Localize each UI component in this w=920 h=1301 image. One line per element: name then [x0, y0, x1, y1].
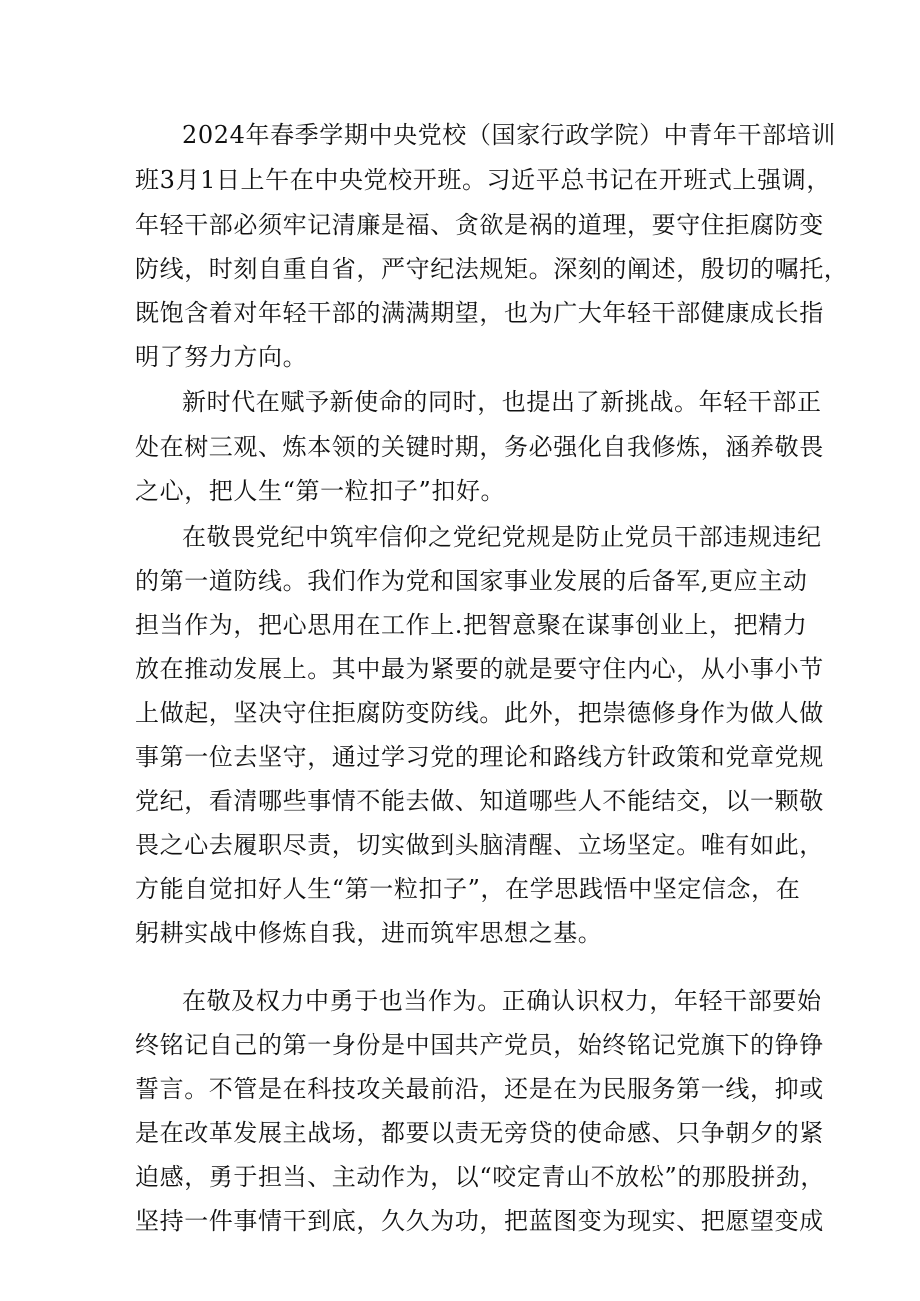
- text-line: 躬耕实战中修炼自我，进而筑牢思想之基。: [135, 919, 603, 947]
- text-line: 的第一道防线。我们作为党和国家事业发展的后备军,更应主动: [135, 567, 808, 595]
- text-line: 终铭记自己的第一身份是中国共产党员，始终铭记党旗下的铮铮: [135, 1031, 824, 1059]
- text-line: 坚持一件事情干到底，久久为功，把蓝图变为现实、把愿望变成: [135, 1207, 824, 1235]
- text-line: 在敬及权力中勇于也当作为。正确认识权力，年轻干部要始: [182, 987, 822, 1015]
- text-line: 担当作为，把心思用在工作上.把智意聚在谋事创业上，把精力: [135, 611, 808, 639]
- text-line: 防线，时刻自重自省，严守纪法规矩。深刻的阐述，殷切的嘱托，: [135, 255, 849, 283]
- text-line: 2024年春季学期中央党校（国家行政学院）中青年干部培训: [182, 121, 836, 149]
- text-line: 誓言。不管是在科技攻关最前沿，还是在为民服务第一线，抑或: [135, 1075, 824, 1103]
- text-line: 迫感，勇于担当、主动作为，以“咬定青山不放松”的那股拼劲，: [135, 1163, 825, 1191]
- text-line: 上做起，坚决守住拒腐防变防线。此外，把崇德修身作为做人做: [135, 699, 824, 727]
- text-line: 事第一位去坚守，通过学习党的理论和路线方针政策和党章党规: [135, 743, 824, 771]
- text-line: 既饱含着对年轻干部的满满期望，也为广大年轻干部健康成长指: [135, 299, 824, 327]
- text-line: 班3月1日上午在中央党校开班。习近平总书记在开班式上强调，: [135, 166, 831, 194]
- text-line: 方能自觉扣好人生“第一粒扣子”，在学思践悟中坚定信念，在: [135, 875, 801, 903]
- text-line: 明了努力方向。: [135, 343, 308, 371]
- text-line: 之心，把人生“第一粒扣子”扣好。: [135, 477, 506, 505]
- text-line: 党纪，看清哪些事情不能去做、知道哪些人不能结交，以一颗敬: [135, 787, 824, 815]
- text-line: 是在改革发展主战场，都要以责无旁贷的使命感、只争朝夕的紧: [135, 1119, 824, 1147]
- text-line: 新时代在赋予新使命的同时，也提出了新挑战。年轻干部正: [182, 388, 822, 416]
- text-line: 在敬畏党纪中筑牢信仰之党纪党规是防止党员干部违规违纪: [182, 523, 822, 551]
- text-line: 放在推动发展上。其中最为紧要的就是要守住内心，从小事小节: [135, 655, 824, 683]
- text-line: 畏之心去履职尽责，切实做到头脑清醒、立场坚定。唯有如此，: [135, 831, 824, 859]
- text-line: 年轻干部必须牢记清廉是福、贪欲是祸的道理，要守住拒腐防变: [135, 211, 824, 239]
- text-line: 处在树三观、炼本领的关键时期，务必强化自我修炼，涵养敬畏: [135, 433, 824, 461]
